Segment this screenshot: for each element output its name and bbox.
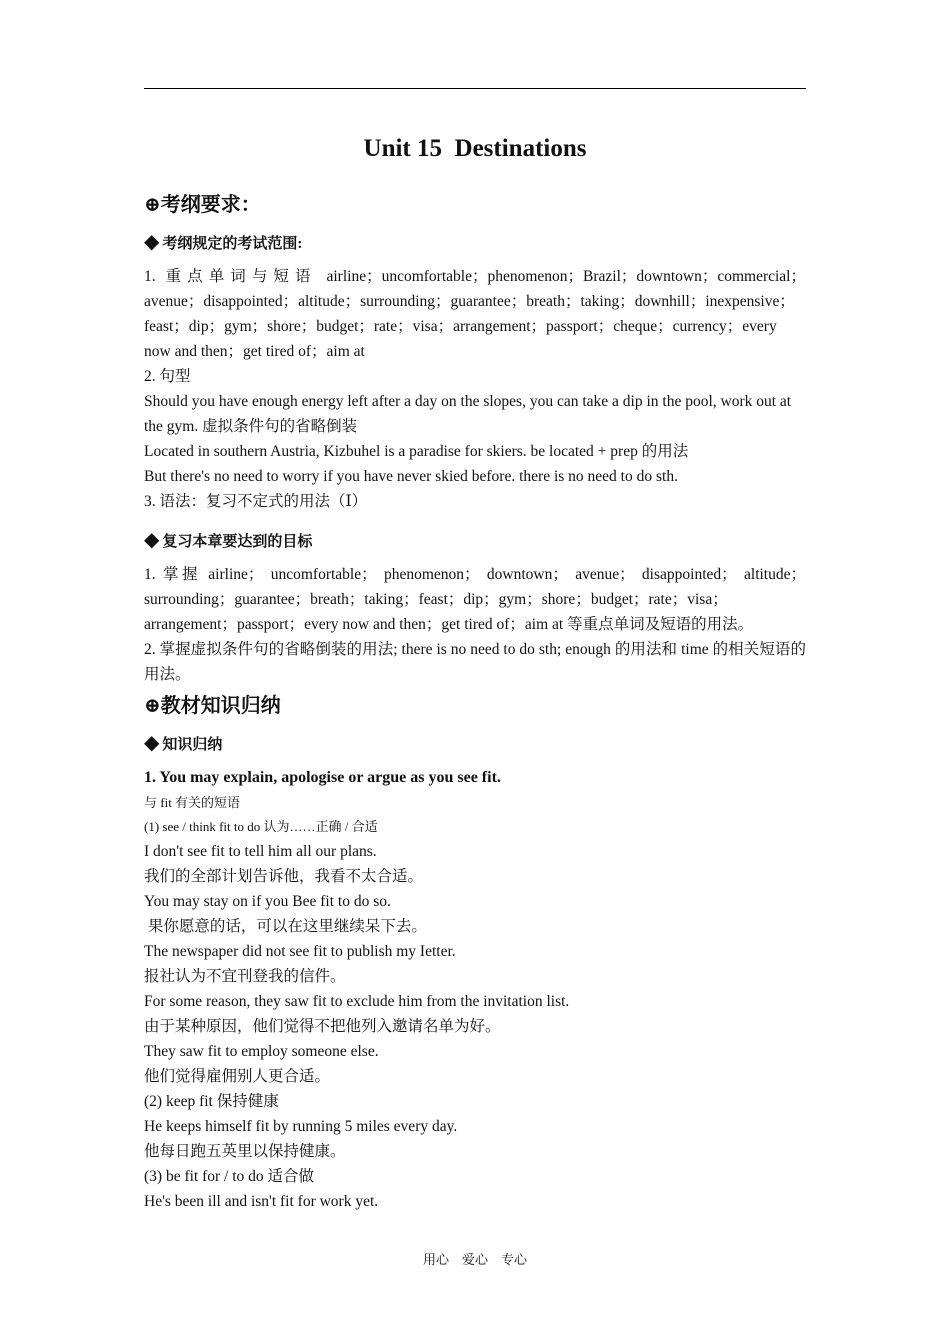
point-note: 与 fit 有关的短语 (144, 795, 241, 810)
example-line: The newspaper did not see fit to publish my Ietter. (144, 943, 456, 960)
paragraph: 1. 掌握 airline； uncomfortable； phenomenon； downtown； avenue； disappointed； altitude；surrounding；guarantee；breath；taking；feast；dip；gym；shore；budget；rate；visa；arrangement；passport；every now and then；get tired of；aim at 等重点单词及短语的用法。 (144, 566, 806, 633)
phrase-heading: (3) be fit for / to do 适合做 (144, 1168, 315, 1185)
subheading-knowledge-summary (144, 729, 806, 759)
subheading-goals (144, 526, 806, 556)
diamond-bullet-icon: ◆ (144, 529, 160, 551)
example-line: 他每日跑五英里以保持健康。 (144, 1143, 346, 1160)
paragraph: Located in southern Austria, Kizbuhel is a paradise for skiers. be located + prep 的用法 (144, 443, 689, 460)
section-heading-knowledge: ⊕教材知识归纳 (144, 695, 281, 717)
paragraph: 1. 重点单词与短语 airline；uncomfortable；phenomenon；Brazil；downtown；commercial；avenue；disappointed；altitude；surrounding；guarantee；breath；taking；downhill；inexpensive；feast；dip；gym；shore；budget；rate；visa；arrangement；passport；cheque；currency；every now and then；get tired of；aim at (144, 268, 806, 360)
section-heading-requirements: ⊕考纲要求： (144, 194, 261, 216)
diamond-bullet-icon: ◆ (144, 231, 160, 253)
example-line: He keeps himself fit by running 5 miles every day. (144, 1118, 458, 1135)
example-line: He's been ill and isn't fit for work yet. (144, 1193, 379, 1210)
phrase-heading: (1) see / think fit to do 认为……正确 / 合适 (144, 819, 378, 834)
phrase-heading: (2) keep fit 保持健康 (144, 1093, 279, 1110)
paragraph: 3. 语法：复习不定式的用法（Ⅰ） (144, 493, 368, 510)
subheading-exam-scope (144, 228, 806, 258)
example-line: 他们觉得雇佣别人更合适。 (144, 1068, 331, 1085)
example-line: They saw fit to employ someone else. (144, 1043, 379, 1060)
paragraph: 2. 句型 (144, 368, 191, 385)
example-line: 由于某种原因，他们觉得不把他列入邀请名单为好。 (144, 1018, 501, 1035)
example-line: For some reason, they saw fit to exclude him from the invitation list. (144, 993, 570, 1010)
point-title: 1. You may explain, apologise or argue as you see fit. (144, 769, 501, 786)
subheading-label: 考纲规定的考试范围: (162, 236, 303, 252)
example-line: You may stay on if you Bee fit to do so. (144, 893, 391, 910)
example-line: 果你愿意的话，可以在这里继续呆下去。 (144, 918, 427, 935)
paragraph: 2. 掌握虚拟条件句的省略倒装的用法; there is no need to do sth; enough 的用法和 time 的相关短语的用法。 (144, 641, 806, 683)
example-line: 报社认为不宜刊登我的信件。 (144, 968, 346, 985)
header-rule (144, 88, 806, 89)
example-line: I don't see fit to tell him all our plans. (144, 843, 377, 860)
subheading-label: 知识归纳 (162, 737, 223, 753)
document-body (144, 130, 806, 1214)
paragraph: But there's no need to worry if you have never skied before. there is no need to do sth. (144, 468, 678, 485)
page-title: Unit 15 Destinations (363, 135, 587, 162)
subheading-label: 复习本章要达到的目标 (162, 534, 313, 550)
example-line: 我们的全部计划告诉他，我看不太合适。 (144, 868, 424, 885)
paragraph: Should you have enough energy left after a day on the slopes, you can take a dip in the pool, work out at the gym. 虚拟条件句的省略倒装 (144, 393, 792, 435)
diamond-bullet-icon: ◆ (144, 732, 160, 754)
page-footer: 用心 爱心 专心 (422, 1252, 527, 1267)
